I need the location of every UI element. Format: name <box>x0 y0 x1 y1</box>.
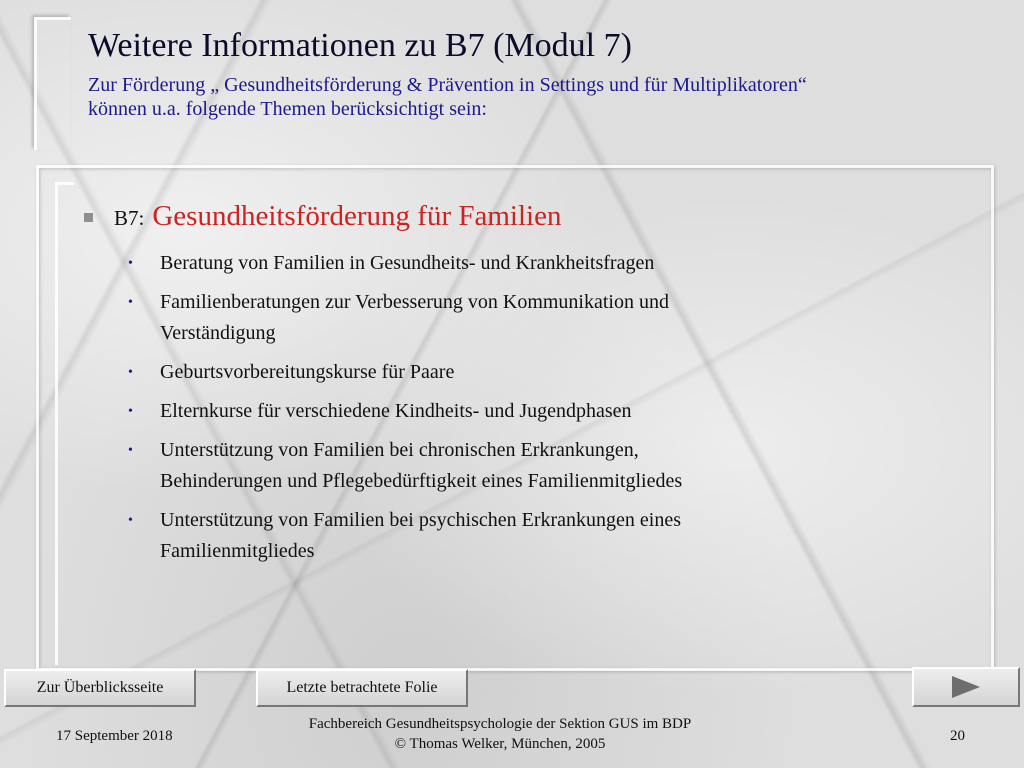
slide-title: Weitere Informationen zu B7 (Modul 7) <box>88 27 632 64</box>
bullet-dot-icon: • <box>128 404 133 419</box>
module-heading: Gesundheitsförderung für Familien <box>152 200 562 232</box>
list-item <box>126 435 866 497</box>
slide-subtitle <box>88 73 1018 121</box>
list-item <box>126 505 866 567</box>
topic-list <box>126 248 866 575</box>
list-item-text: Beratung von Familien in Gesundheits- und Krankheitsfragen <box>160 252 655 274</box>
list-item-text-cont: Familienmitgliedes <box>160 540 315 562</box>
list-item <box>126 357 866 388</box>
module-prefix: B7: <box>114 206 145 230</box>
bullet-dot-icon: • <box>128 256 133 271</box>
decorative-frame <box>34 17 71 150</box>
list-item <box>126 287 866 349</box>
overview-button[interactable]: Zur Überblicksseite <box>4 669 196 707</box>
list-item-text: Unterstützung von Familien bei psychischen Erkrankungen eines <box>160 509 681 531</box>
page-number: 20 <box>950 728 965 744</box>
bullet-dot-icon: • <box>128 443 133 458</box>
list-item-text: Elternkurse für verschiedene Kindheits- und Jugendphasen <box>160 400 632 422</box>
bullet-dot-icon: • <box>128 295 133 310</box>
play-right-icon <box>952 676 980 698</box>
footer-date: 17 September 2018 <box>56 728 173 744</box>
decorative-inner-frame <box>55 182 74 665</box>
bullet-dot-icon: • <box>128 365 133 380</box>
last-slide-button[interactable]: Letzte betrachtete Folie <box>256 669 468 707</box>
list-item-text-cont: Behinderungen und Pflegebedürftigkeit eines Familienmitgliedes <box>160 470 683 492</box>
next-slide-button[interactable] <box>912 667 1020 707</box>
list-item-text: Geburtsvorbereitungskurse für Paare <box>160 361 455 383</box>
square-bullet-icon <box>84 213 93 222</box>
footer-credits-line-2: © Thomas Welker, München, 2005 <box>394 736 606 752</box>
list-item-text: Unterstützung von Familien bei chronischen Erkrankungen, <box>160 439 639 461</box>
footer-credits-line-1: Fachbereich Gesundheitspsychologie der Sektion GUS im BDP <box>308 716 692 732</box>
subtitle-line-2: können u.a. folgende Themen berücksichtigt sein: <box>88 98 487 120</box>
bullet-dot-icon: • <box>128 513 133 528</box>
list-item-text: Familienberatungen zur Verbesserung von Kommunikation und <box>160 291 669 313</box>
main-bullet <box>84 200 561 233</box>
subtitle-line-1: Zur Förderung „ Gesundheitsförderung & Prävention in Settings und für Multiplikatoren“ <box>88 74 807 96</box>
list-item-text-cont: Verständigung <box>160 322 276 344</box>
footer-credits <box>250 714 750 754</box>
list-item <box>126 396 866 427</box>
list-item <box>126 248 866 279</box>
